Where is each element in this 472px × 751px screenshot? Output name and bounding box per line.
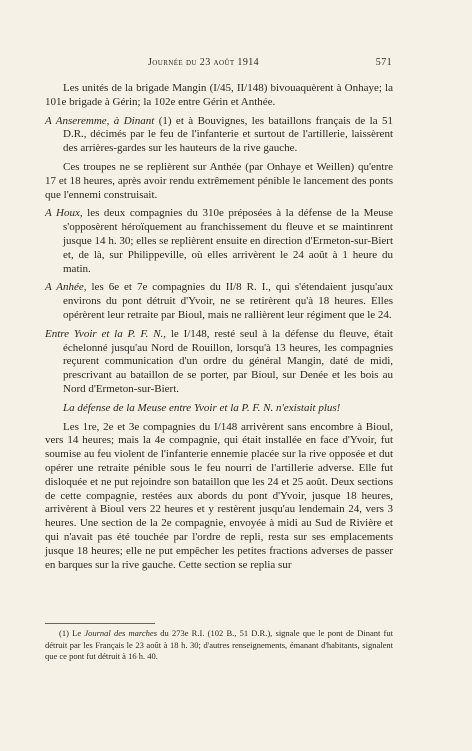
- footnote-text: Le: [68, 628, 85, 638]
- footnote-journal-title: Journal des marches: [84, 628, 158, 638]
- paragraph-brigade-mangin: Les unités de la brigade Mangin (I/45, II/148) bivouaquèrent à Onhaye; la 101e brigade à Gérin; la 102e entre Gérin et Anthée.: [45, 82, 393, 108]
- footnote-marker: (1): [59, 628, 69, 638]
- paragraph-text: les 6e et 7e compagnies du II/8 R. I., qui s'étendaient jusqu'aux environs du pont détruit d'Yvoir, ne se retirèrent qu'à 18 heures. Elles opérèrent leur retraite par Bioul, mais ne rallièrent leur régiment que le 24.: [63, 281, 393, 321]
- paragraph-text: (1) et à Bouvignes, les bataillons français de la 51 D.R., décimés par le feu de l'infanterie et surtout de l'artillerie, laissèrent des arrières-gardes sur les hauteurs de la rive gauche.: [63, 114, 393, 155]
- paragraph-text: les deux compagnies du 310e préposées à la défense de la Meuse s'opposèrent héroïquement au franchissement du fleuve et se maintinrent jusque 14 h. 30; elles se replièrent ensuite en direction d'Ermeton-sur-Biert et, de là, sur Philippeville, où elles arrivèrent le 24 août à 1 heure du matin.: [63, 207, 393, 275]
- footnote: [45, 628, 393, 663]
- paragraph-compagnies-i148: Les 1re, 2e et 3e compagnies du I/148 arrivèrent sans encombre à Bioul, vers 14 heures; mais la 4e compagnie, qui était installée en face d'Yvoir, fut soumise au feu violent de l'infanterie ennemie placée sur la rive opposée et dut opérer une retraite pénible sous le feu nourri de l'artillerie adverse. Elle fut disloquée et ne put rejoindre son bataillon que les 24 et 25 août. Deux sections de cette compagnie, restées aux abords du pont d'Yvoir, jusque 18 heures, arrivèrent à Bioul vers 22 heures et y restèrent jusqu'au lendemain 24, vers 3 heures. Une section de la 2e compagnie, envoyée à midi au Sud de Rivière et qui n'avait pas été touchée par l'ordre de repli, resta sur ses emplacements jusque 18 heures; elle ne put empêcher les petites fractions adverses de passer en barques sur la rive gauche. Cette section se replia sur: [45, 420, 393, 571]
- footnote-text: du 273e R.I. (102 B., 51 D.R.), signale que le pont de Dinant fut détruit par les Français le 23 août à 18 h. 30; d'autres renseignements, émanant d'habitants, signalent que ce pont fut détruit à 16 h. 40.: [45, 628, 393, 661]
- footnote-divider: [45, 623, 155, 624]
- place-lead-houx: A Houx,: [45, 207, 83, 220]
- running-title: Journée du 23 août 1914: [148, 57, 260, 68]
- paragraph-text: le I/148, resté seul à la défense du fleuve, était échelonné jusqu'au Nord de Rouillon, lorsqu'à 13 heures, les compagnies reçurent communication d'un ordre du général Mangin, daté de midi, prescrivant au bataillon de se porter, par Bioul, sur Denée et les bois au Nord d'Ermeton-sur-Biert.: [63, 327, 393, 395]
- place-lead-yvoir: Entre Yvoir et la P. F. N.,: [45, 327, 167, 340]
- place-lead-anseremme: A Anseremme, à Dinant: [45, 114, 155, 127]
- page-number: 571: [375, 57, 392, 68]
- running-header: [60, 57, 392, 71]
- body-text: [45, 82, 393, 577]
- paragraph-defense-meuse: La défense de la Meuse entre Yvoir et la P. F. N. n'existait plus!: [63, 401, 341, 414]
- paragraph-troupes-replierent: Ces troupes ne se replièrent sur Anthée (par Onhaye et Weillen) qu'entre 17 et 18 heures, après avoir rendu extrêmement pénible le lancement des ponts que l'ennemi construisait.: [45, 160, 393, 201]
- place-lead-anhee: A Anhée,: [45, 281, 87, 294]
- paragraph-houx: [45, 207, 393, 276]
- paragraph-yvoir-pfn: [45, 328, 393, 397]
- paragraph-anhee: [45, 281, 393, 322]
- paragraph-anseremme-dinant: [45, 115, 393, 156]
